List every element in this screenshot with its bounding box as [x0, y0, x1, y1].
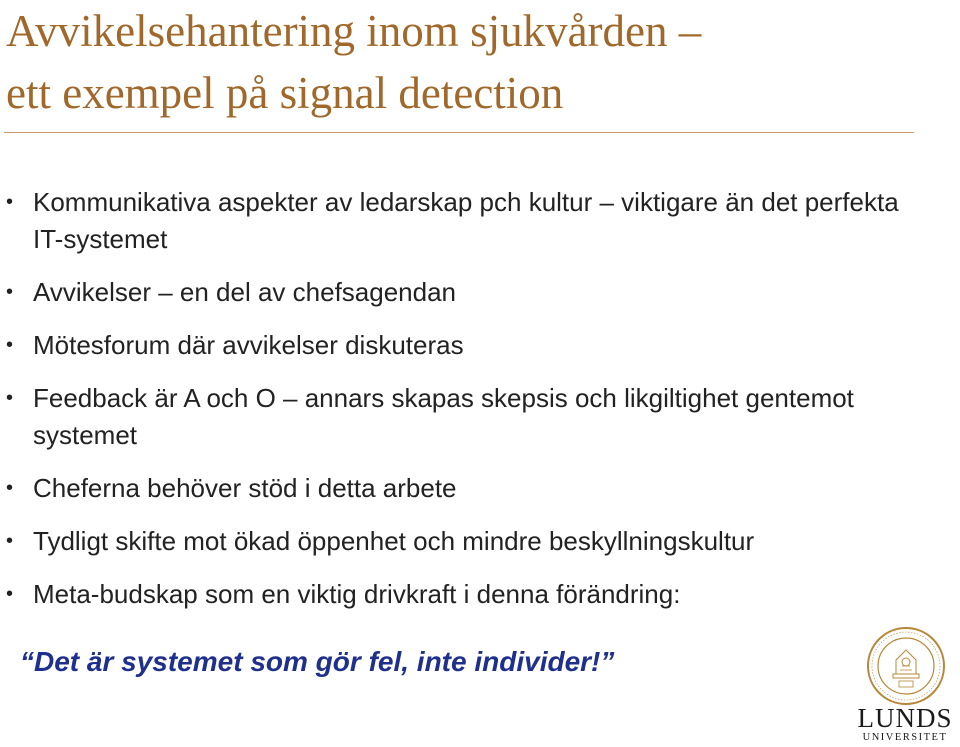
bullet-marker: • [6, 477, 14, 499]
bullet-marker: • [6, 334, 14, 356]
title-divider [4, 132, 914, 133]
bullet-item [0, 184, 930, 258]
title-line-1: Avvikelsehantering inom sjukvården – [6, 6, 702, 56]
bullet-text: Meta-budskap som en viktig drivkraft i denna förändring: [33, 579, 681, 609]
bullet-marker: • [6, 191, 14, 213]
bullet-item [0, 327, 930, 364]
slide-title [6, 0, 936, 124]
bullet-item [0, 274, 930, 311]
bullet-marker: • [6, 530, 14, 552]
bullet-item [0, 576, 930, 613]
bullet-text: Tydligt skifte mot ökad öppenhet och mindre beskyllningskultur [33, 526, 755, 556]
bullet-text: Avvikelser – en del av chefsagendan [33, 277, 457, 307]
bullet-item [0, 470, 930, 507]
lund-university-logo [852, 626, 958, 746]
bullet-item [0, 523, 930, 560]
bullet-text: Kommunikativa aspekter av ledarskap pch kultur – viktigare än det perfekta IT-systemet [33, 187, 899, 254]
bullet-text: Feedback är A och O – annars skapas skepsis och likgiltighet gentemot systemet [33, 383, 854, 450]
bullet-marker: • [6, 583, 14, 605]
logo-wordmark [852, 704, 958, 744]
university-seal-icon [866, 626, 946, 706]
conclusion-quote: “Det är systemet som gör fel, inte individer!” [20, 646, 615, 677]
bullet-item [0, 380, 930, 454]
bullet-marker: • [6, 281, 14, 303]
logo-name-line1: LUNDS [857, 703, 953, 733]
bullet-text: Mötesforum där avvikelser diskuteras [33, 330, 464, 360]
bullet-list [0, 184, 930, 629]
bullet-text: Cheferna behöver stöd i detta arbete [33, 473, 457, 503]
logo-name-line2: UNIVERSITET [862, 732, 948, 743]
bullet-marker: • [6, 387, 14, 409]
title-line-2: ett exempel på signal detection [6, 68, 564, 118]
